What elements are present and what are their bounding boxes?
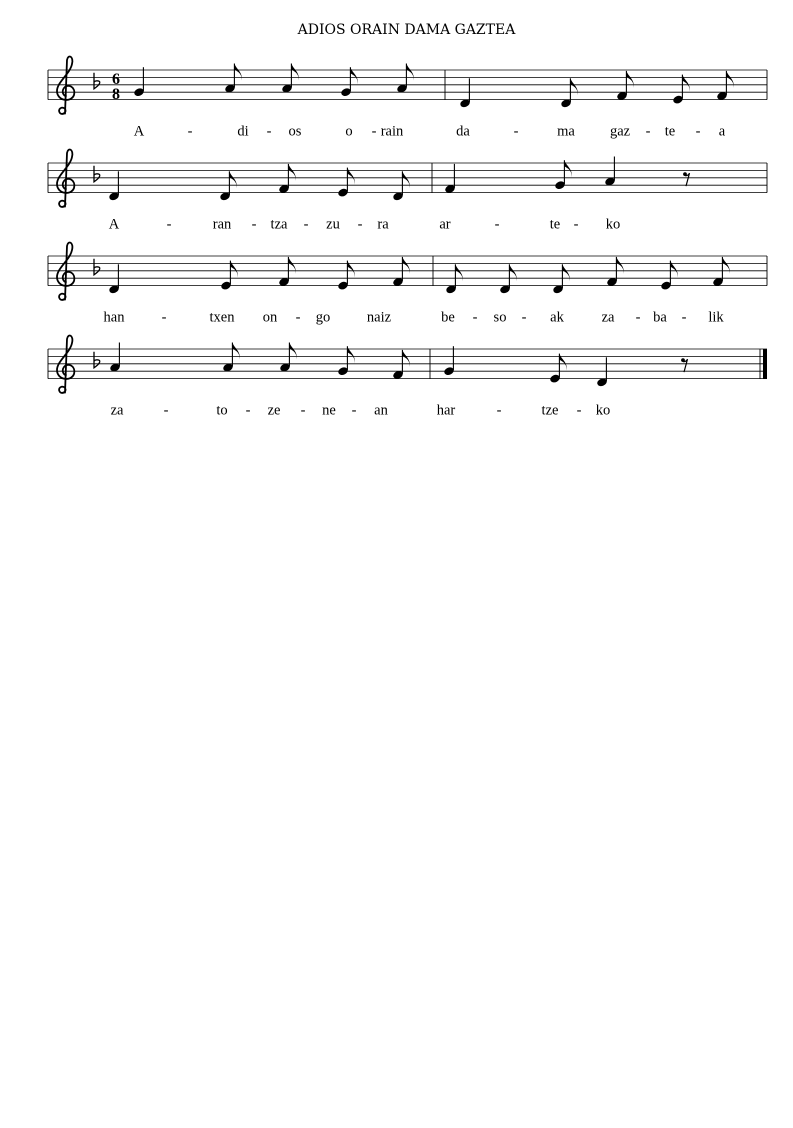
note bbox=[606, 257, 624, 287]
lyric-syllable: za bbox=[110, 402, 124, 419]
note bbox=[396, 64, 414, 94]
lyric-hyphen: - bbox=[494, 216, 500, 233]
note bbox=[109, 343, 121, 373]
lyric-hyphen: - bbox=[645, 123, 651, 140]
note bbox=[499, 264, 517, 294]
note bbox=[224, 64, 242, 94]
lyric-hyphen: - bbox=[245, 402, 251, 419]
lyric-syllable: zu bbox=[326, 216, 340, 233]
lyric-syllable: te bbox=[549, 216, 561, 233]
lyric-syllable: tze bbox=[541, 402, 559, 419]
lyric-syllable: so bbox=[493, 309, 507, 326]
note bbox=[219, 171, 237, 201]
eighth-rest-icon bbox=[683, 172, 689, 186]
eighth-rest-icon bbox=[681, 358, 687, 372]
lyric-syllable: o bbox=[345, 123, 353, 140]
lyric-hyphen: - bbox=[576, 402, 582, 419]
lyric-syllable: za bbox=[601, 309, 615, 326]
eighth-flag-icon bbox=[402, 350, 409, 367]
lyric-syllable: a bbox=[718, 123, 726, 140]
key-signature-flat-icon bbox=[94, 73, 100, 89]
eighth-flag-icon bbox=[570, 78, 577, 95]
eighth-flag-icon bbox=[722, 257, 729, 274]
lyric-syllable: lik bbox=[708, 309, 724, 326]
eighth-flag-icon bbox=[288, 164, 295, 181]
note bbox=[337, 261, 355, 291]
note bbox=[392, 257, 410, 287]
lyric-syllable: ko bbox=[595, 402, 611, 419]
lyric-hyphen: - bbox=[472, 309, 478, 326]
eighth-flag-icon bbox=[289, 343, 296, 360]
eighth-flag-icon bbox=[402, 257, 409, 274]
lyric-hyphen: - bbox=[351, 402, 357, 419]
eighth-flag-icon bbox=[402, 171, 409, 188]
lyric-hyphen: - bbox=[573, 216, 579, 233]
note bbox=[443, 346, 455, 376]
lyric-syllable: an bbox=[374, 402, 388, 419]
note bbox=[596, 357, 608, 387]
lyric-syllable: txen bbox=[209, 309, 235, 326]
lyric-syllable: gaz bbox=[609, 123, 631, 140]
lyric-hyphen: - bbox=[251, 216, 257, 233]
note bbox=[278, 164, 296, 194]
note bbox=[660, 261, 678, 291]
note bbox=[337, 346, 355, 376]
treble-clef-icon bbox=[57, 336, 74, 393]
treble-clef-icon bbox=[57, 57, 74, 114]
treble-clef-icon bbox=[57, 150, 74, 207]
lyric-syllable: ak bbox=[550, 309, 564, 326]
lyric-hyphen: - bbox=[161, 309, 167, 326]
lyric-syllable: ma bbox=[557, 123, 575, 140]
key-signature-flat-icon bbox=[94, 166, 100, 182]
lyric-syllable: ko bbox=[605, 216, 621, 233]
staff-system bbox=[48, 150, 767, 233]
lyric-syllable: da bbox=[456, 123, 470, 140]
note bbox=[716, 71, 734, 101]
lyric-syllable: ra bbox=[377, 216, 389, 233]
note bbox=[672, 75, 690, 105]
eighth-flag-icon bbox=[232, 343, 239, 360]
lyric-syllable: ar bbox=[439, 216, 451, 233]
lyric-hyphen: - bbox=[166, 216, 172, 233]
staff-system bbox=[48, 57, 767, 140]
lyric-hyphen: - bbox=[635, 309, 641, 326]
note bbox=[108, 264, 120, 294]
lyric-syllable: te bbox=[664, 123, 676, 140]
note bbox=[552, 264, 570, 294]
note bbox=[560, 78, 578, 108]
note bbox=[616, 71, 634, 101]
staff-system bbox=[48, 336, 767, 419]
lyric-hyphen: - bbox=[521, 309, 527, 326]
lyric-syllable: naiz bbox=[366, 309, 392, 326]
lyric-syllable: rain bbox=[380, 123, 404, 140]
lyric-syllable: har bbox=[436, 402, 456, 419]
lyric-syllable: os bbox=[288, 123, 302, 140]
note bbox=[549, 354, 567, 384]
note bbox=[712, 257, 730, 287]
lyric-hyphen: - bbox=[695, 123, 701, 140]
eighth-flag-icon bbox=[291, 64, 298, 81]
lyric-syllable: ne bbox=[322, 402, 336, 419]
final-barline-thick bbox=[763, 349, 767, 379]
eighth-flag-icon bbox=[406, 64, 413, 81]
lyric-syllable: to bbox=[216, 402, 228, 419]
lyric-hyphen: - bbox=[300, 402, 306, 419]
eighth-flag-icon bbox=[562, 264, 569, 281]
note bbox=[133, 67, 145, 97]
note bbox=[278, 257, 296, 287]
lyric-syllable: be bbox=[441, 309, 455, 326]
note bbox=[108, 171, 120, 201]
lyric-hyphen: - bbox=[357, 216, 363, 233]
eighth-flag-icon bbox=[455, 264, 462, 281]
treble-clef-icon bbox=[57, 243, 74, 300]
lyric-syllable: han bbox=[103, 309, 125, 326]
lyric-hyphen: - bbox=[187, 123, 193, 140]
eighth-flag-icon bbox=[234, 64, 241, 81]
eighth-flag-icon bbox=[626, 71, 633, 88]
lyric-syllable: ran bbox=[212, 216, 232, 233]
note bbox=[554, 160, 572, 190]
note bbox=[604, 157, 616, 187]
eighth-flag-icon bbox=[509, 264, 516, 281]
lyric-syllable: go bbox=[315, 309, 331, 326]
note bbox=[392, 171, 410, 201]
note bbox=[222, 343, 240, 373]
lyric-hyphen: - bbox=[303, 216, 309, 233]
lyric-syllable: on bbox=[262, 309, 278, 326]
note bbox=[281, 64, 299, 94]
staff-system bbox=[48, 243, 767, 326]
note bbox=[459, 78, 471, 108]
lyric-hyphen: - bbox=[163, 402, 169, 419]
lyric-hyphen: - bbox=[371, 123, 377, 140]
note bbox=[340, 67, 358, 97]
eighth-flag-icon bbox=[616, 257, 623, 274]
lyric-hyphen: - bbox=[513, 123, 519, 140]
note bbox=[444, 164, 456, 194]
eighth-flag-icon bbox=[288, 257, 295, 274]
note bbox=[392, 350, 410, 380]
key-signature-flat-icon bbox=[94, 259, 100, 275]
lyric-hyphen: - bbox=[681, 309, 687, 326]
lyric-syllable: ze bbox=[267, 402, 281, 419]
lyric-hyphen: - bbox=[266, 123, 272, 140]
time-signature-numerator: 6 bbox=[112, 71, 120, 89]
key-signature-flat-icon bbox=[94, 352, 100, 368]
song-title: ADIOS ORAIN DAMA GAZTEA bbox=[297, 22, 516, 38]
note bbox=[445, 264, 463, 294]
time-signature-denominator: 8 bbox=[112, 86, 120, 104]
eighth-flag-icon bbox=[726, 71, 733, 88]
lyric-hyphen: - bbox=[496, 402, 502, 419]
lyric-syllable: di bbox=[237, 123, 249, 140]
lyric-syllable: A bbox=[133, 123, 145, 140]
note bbox=[337, 168, 355, 198]
lyric-syllable: tza bbox=[270, 216, 288, 233]
lyric-syllable: A bbox=[108, 216, 120, 233]
eighth-flag-icon bbox=[229, 171, 236, 188]
lyric-hyphen: - bbox=[295, 309, 301, 326]
note bbox=[220, 261, 238, 291]
lyric-syllable: ba bbox=[653, 309, 667, 326]
note bbox=[279, 343, 297, 373]
